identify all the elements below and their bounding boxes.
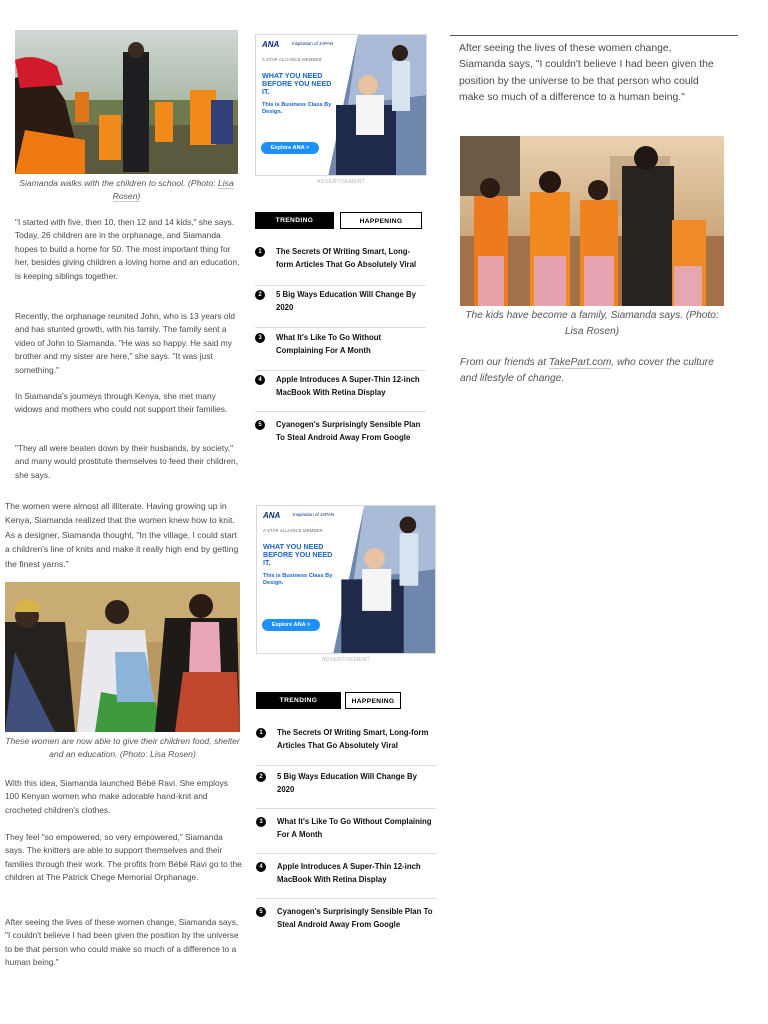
article-paragraph: Recently, the orphanage reunited John, who is 13 years old and has stunted growth, with his family. The family sent a video of John to Siamanda. "He was so happy. He said my brother and my sister are here," she says. "It was just something." xyxy=(15,311,236,375)
photo1-caption-text: Siamanda walks with the children to school. (Photo: xyxy=(19,178,218,188)
article-paragraph: After seeing the lives of these women change, Siamanda says, "I couldn't believe I had been given the position by the universe to be that person who could make so much of a difference to a human being." xyxy=(5,917,239,968)
explore-ana-button[interactable]: Explore ANA > xyxy=(262,619,320,631)
article-paragraph: "They all were beaten down by their husbands, by society," and many would prostitute themselves to feed their children, she says. xyxy=(15,443,238,480)
ad-subline: This is Business Class By Design. xyxy=(263,573,333,587)
tab-trending[interactable]: TRENDING xyxy=(256,692,341,709)
trending-title[interactable]: What It's Like To Go Without Complaining For A Month xyxy=(277,817,432,839)
trending-title[interactable]: Cyanogen's Surprisingly Sensible Plan To Steal Android Away From Google xyxy=(276,420,421,442)
list-item[interactable] xyxy=(256,899,436,939)
photo1-credit-link[interactable]: Lisa Rosen) xyxy=(112,178,234,201)
rank-badge: 5 xyxy=(255,420,265,430)
list-item[interactable] xyxy=(255,371,426,412)
article-paragraph: In Siamanda's journeys through Kenya, she met many widows and mothers who could not support their families. xyxy=(15,391,228,415)
ad-inspiration-text: Inspiration of JAPAN xyxy=(292,41,334,46)
list-item[interactable] xyxy=(255,243,426,286)
rank-badge: 2 xyxy=(255,290,265,300)
ad-subline: This is Business Class By Design. xyxy=(262,102,332,116)
ana-logo: ANA xyxy=(263,511,281,520)
trending-title[interactable]: What It's Like To Go Without Complaining For A Month xyxy=(276,333,382,355)
rank-badge: 4 xyxy=(255,375,265,385)
article-paragraph: The women were almost all illiterate. Having growing up in Kenya, Siamanda realized that the women knew how to knit. As a designer, Siamanda thought, "In the village, I could start a children's line of knits and make it really high end by getting the finest yarns." xyxy=(5,501,239,569)
trending-title[interactable]: 5 Big Ways Education Will Change By 2020 xyxy=(277,772,418,794)
trending-title[interactable]: Cyanogen's Surprisingly Sensible Plan To Steal Android Away From Google xyxy=(277,907,433,929)
ad-business-class-image xyxy=(328,35,427,176)
article-paragraph: "I started with five, then 10, then 12 and 14 kids," she says. Today, 26 children are in the orphanage, and Siamanda hopes to build a home for 50. The most important thing for her, besides giving children a loving home and an education, is keeping siblings together. xyxy=(15,217,240,281)
list-item[interactable] xyxy=(255,286,426,328)
takepart-link[interactable]: TakePart.com xyxy=(548,357,612,368)
photo-kids-walking xyxy=(460,136,724,306)
ad-star-alliance-text: A STAR ALLIANCE MEMBER xyxy=(262,57,322,62)
ana-ad-banner[interactable] xyxy=(255,34,427,176)
rank-badge: 4 xyxy=(256,862,266,872)
ad-headline: WHAT YOU NEED BEFORE YOU NEED IT. xyxy=(262,71,332,96)
rank-badge: 3 xyxy=(255,333,265,343)
photo3-caption: The kids have become a family, Siamanda says. (Photo: Lisa Rosen) xyxy=(465,310,719,337)
rank-badge: 1 xyxy=(256,728,266,738)
tab-happening[interactable]: HAPPENING xyxy=(340,212,422,229)
trending-list xyxy=(255,243,426,452)
article-paragraph: With this idea, Siamanda launched Bébé Ravi. She employs 100 Kenyan women who make adorable hand-knit and crocheted children's clothes. xyxy=(5,778,228,815)
ad-inspiration-text: Inspiration of JAPAN xyxy=(293,512,335,517)
list-item[interactable] xyxy=(256,766,436,809)
advertisement-label: ADVERTISEMENT xyxy=(317,179,365,185)
rank-badge: 2 xyxy=(256,772,266,782)
photo2-caption: These women are now able to give their children food, shelter and an education. (Photo: Lisa Rosen) xyxy=(5,736,240,759)
trending-title[interactable]: 5 Big Ways Education Will Change By 2020 xyxy=(276,290,417,312)
ana-logo: ANA xyxy=(262,40,280,49)
photo-women-knitting xyxy=(5,582,240,732)
advertisement-label: ADVERTISEMENT xyxy=(322,657,370,663)
ad-star-alliance-text: A STAR ALLIANCE MEMBER xyxy=(263,528,323,533)
ana-ad-banner[interactable] xyxy=(256,505,436,654)
trending-title[interactable]: Apple Introduces A Super-Thin 12-inch MacBook With Retina Display xyxy=(276,375,420,397)
rank-badge: 5 xyxy=(256,907,266,917)
ad-business-class-image xyxy=(333,506,436,654)
list-item[interactable] xyxy=(255,328,426,371)
rank-badge: 3 xyxy=(256,817,266,827)
column-top-rule xyxy=(450,35,738,36)
photo1-caption xyxy=(15,177,238,203)
source-credit xyxy=(460,355,724,387)
photo-children-walking xyxy=(15,30,238,174)
trending-title[interactable]: Apple Introduces A Super-Thin 12-inch MacBook With Retina Display xyxy=(277,862,421,884)
trending-title[interactable]: The Secrets Of Writing Smart, Long-form Articles That Go Absolutely Viral xyxy=(277,728,429,750)
source-credit-pre: From our friends at xyxy=(460,357,549,368)
rank-badge: 1 xyxy=(255,247,265,257)
list-item[interactable] xyxy=(256,726,436,766)
tab-trending[interactable]: TRENDING xyxy=(255,212,334,229)
list-item[interactable] xyxy=(256,809,436,854)
source-credit-post: , who cover the culture and lifestyle of change. xyxy=(460,357,714,384)
trending-list xyxy=(256,726,436,939)
list-item[interactable] xyxy=(255,412,426,452)
article-paragraph: After seeing the lives of these women change, Siamanda says, "I couldn't believe I had been given the position by the universe to be that person who could make so much of a difference to a human being." xyxy=(459,43,714,104)
list-item[interactable] xyxy=(256,854,436,899)
trending-title[interactable]: The Secrets Of Writing Smart, Long-form Articles That Go Absolutely Viral xyxy=(276,247,417,269)
article-paragraph: They feel "so empowered, so very empowered," Siamanda says. The knitters are able to support themselves and their families through their work. The profits from Bébé Ravi go to the children at The Patrick Chege Memorial Orphanage. xyxy=(5,832,242,883)
explore-ana-button[interactable]: Explore ANA > xyxy=(261,142,319,154)
tab-happening[interactable]: HAPPENING xyxy=(345,692,401,709)
ad-headline: WHAT YOU NEED BEFORE YOU NEED IT. xyxy=(263,542,333,567)
